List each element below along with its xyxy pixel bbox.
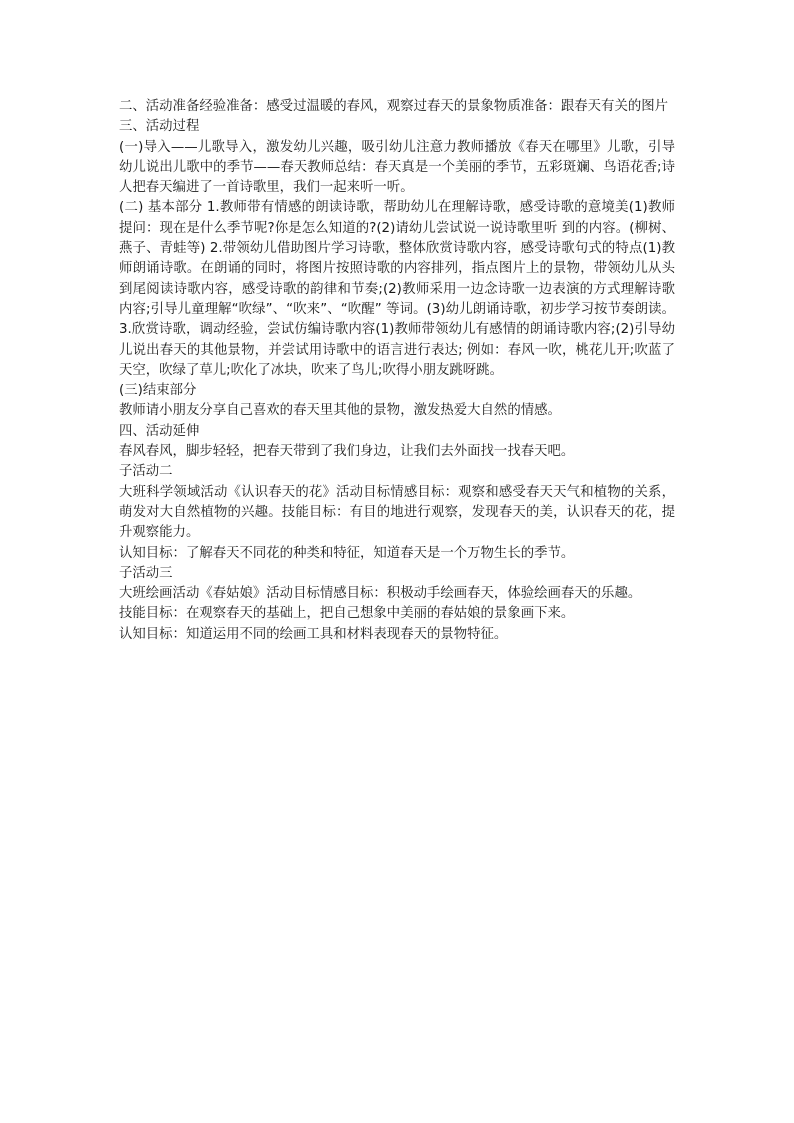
ending-part-heading: (三)结束部分 [119, 383, 197, 399]
section-prep-paragraph: 二、活动准备经验准备：感受过温暖的春风，观察过春天的景象物质准备：跟春天有关的图片 [119, 99, 669, 114]
section-extension-heading: 四、活动延伸 [119, 423, 200, 439]
sub-activity-three-cognitive-goal: 认知目标：知道运用不同的绘画工具和材料表现春天的景物特征。 [119, 626, 508, 642]
basic-part-paragraph: (二) 基本部分 1.教师带有情感的朗读诗歌，帮助幼儿在理解诗歌，感受诗歌的意境美(1)教师提问：现在是什么季节呢?你是怎么知道的?(2)请幼儿尝试说一说诗歌里听 到的内容。(柳树、燕子、青蛙等) 2.带领幼儿借助图片学习诗歌，整体欣赏诗歌内容，感受诗歌句式的特点(1)教师朗诵诗歌。在朗诵的同时，将图片按照诗歌的内容排列，指点图片上的景物，带领幼儿从头到尾阅读诗歌内容，感受诗歌的韵律和节奏;(2)教师采用一边念诗歌一边表演的方式理解诗歌内容;引导儿童理解“吹绿”、“吹来”、“吹醒” 等词。(3)幼儿朗诵诗歌，初步学习按节奏朗读。 3.欣赏诗歌，调动经验，尝试仿编诗歌内容(1)教师带领幼儿有感情的朗诵诗歌内容;(2)引导幼儿说出春天的其他景物，并尝试用诗歌中的语言进行表达; 例如：春风一吹，桃花儿开;吹蓝了天空，吹绿了草儿;吹化了冰块，吹来了鸟儿;吹得小朋友跳呀跳。 [119, 200, 675, 378]
sub-activity-two-paragraph: 大班科学领域活动《认识春天的花》活动目标情感目标：观察和感受春天天气和植物的关系，萌发对大自然植物的兴趣。技能目标：有目的地进行观察，发现春天的美，认识春天的花，提升观察能力。 [119, 484, 675, 541]
section-process-heading: 三、活动过程 [119, 119, 200, 135]
sub-activity-two-heading: 子活动二 [119, 464, 173, 480]
sub-activity-two-cognitive-goal: 认知目标：了解春天不同花的种类和特征，知道春天是一个万物生长的季节。 [119, 545, 575, 561]
extension-paragraph: 春风春风，脚步轻轻，把春天带到了我们身边，让我们去外面找一找春天吧。 [119, 444, 575, 460]
sub-activity-three-paragraph: 大班绘画活动《春姑娘》活动目标情感目标：积极动手绘画春天，体验绘画春天的乐趣。 [119, 586, 642, 602]
sub-activity-three-heading: 子活动三 [119, 565, 173, 581]
ending-part-paragraph: 教师请小朋友分享自己喜欢的春天里其他的景物，激发热爱大自然的情感。 [119, 403, 561, 419]
intro-paragraph: (一)导入——儿歌导入，激发幼儿兴趣，吸引幼儿注意力教师播放《春天在哪里》儿歌，引导幼儿说出儿歌中的季节——春天教师总结：春天真是一个美丽的季节，五彩斑斓、鸟语花香;诗人把春天编进了一首诗歌里，我们一起来听一听。 [119, 139, 675, 196]
sub-activity-three-skill-goal: 技能目标：在观察春天的基础上，把自己想象中美丽的春姑娘的景象画下来。 [119, 606, 575, 622]
document-body [119, 97, 675, 645]
